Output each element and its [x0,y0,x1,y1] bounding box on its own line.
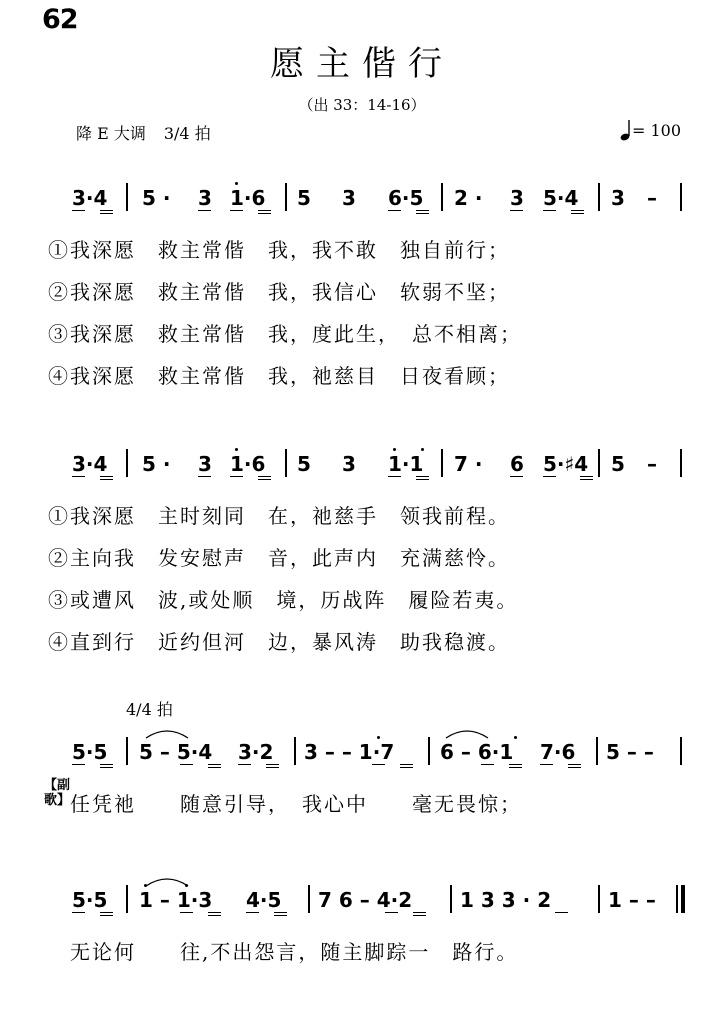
notation-line-2: 3·4 5 · 3 1·6 5 3 1·1 7 · 6 5·♯4 5 – [72,452,657,476]
quarter-note-icon [620,119,632,141]
meter-change: 4/4 拍 [126,700,173,719]
verse-lyric-2a: ②我深愿 救主常偕 我，我信心 软弱不坚； [48,280,510,304]
tie-arc [144,876,190,888]
tempo-marking [620,119,681,141]
verse-lyric-2b: ②主向我 发安慰声 音，此声内 充满慈怜。 [48,546,510,570]
verse-lyric-3a: ③我深愿 救主常偕 我，度此生， 总不相离； [48,322,522,346]
verse-lyric-4a: ④我深愿 救主常偕 我，祂慈目 日夜看顾； [48,364,510,388]
notation-line-3: 5·5 5 – 5·4 3·2 3 – – 1·7 6 – 6·1 7·6 5 – – [72,740,654,764]
song-title: 愿主偕行 [270,44,454,84]
tempo-value: = 100 [632,120,682,140]
chorus-lyric-b: 无论何 往,不出怨言，随主脚踪一 路行。 [70,940,519,964]
verse-lyric-1a: ①我深愿 救主常偕 我，我不敢 独自前行； [48,238,510,262]
tie-arc [444,728,490,740]
verse-lyric-4b: ④直到行 近约但河 边，暴风涛 助我稳渡。 [48,630,510,654]
chorus-label: 【副歌】 [44,778,71,808]
notation-line-1: 3·4 5 · 3 1·6 5 3 6·5 2 · 3 5·4 3 – [72,186,657,210]
tie-arc [144,728,190,740]
page-number: 62 [42,4,78,35]
key-and-meter [76,121,229,144]
verse-lyric-1b: ①我深愿 主时刻同 在，祂慈手 领我前程。 [48,504,510,528]
key-signature: 降 E 大调 [76,124,146,143]
verse-lyric-3b: ③或遭风 波,或处顺 境，历战阵 履险若夷。 [48,588,519,612]
notation-line-4: 5·5 1 – 1·3 4·5 7 6 – 4·2 1 3 3 · 2 1 – – [72,888,656,912]
chorus-lyric-a: 任凭祂 随意引导， 我心中 毫无畏惊； [70,792,522,816]
time-signature: 3/4 拍 [163,124,211,143]
scripture-reference: （出 33：14-16） [298,96,426,114]
